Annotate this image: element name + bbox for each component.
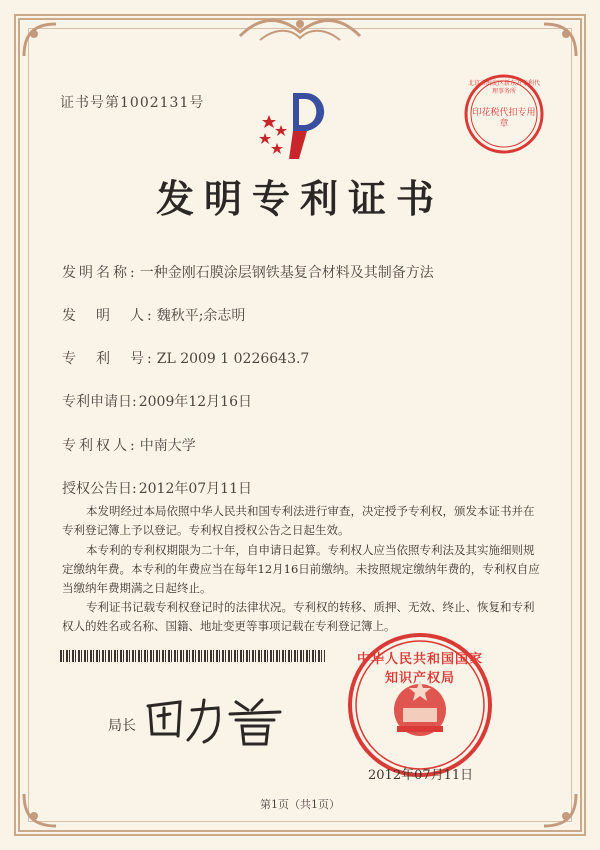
seal-date: 2012年07月11日: [368, 768, 474, 783]
field-label: 专利权人:: [62, 438, 138, 454]
office-seal-text: 中华人民共和国国家知识产权局: [356, 652, 483, 686]
signature-icon: [140, 688, 290, 748]
field-application-date: [62, 391, 252, 411]
field-label: 专利申请日:: [62, 394, 137, 410]
field-patentee: [62, 435, 196, 455]
corner-ornament-icon: [20, 20, 60, 60]
field-value: 魏秋平;余志明: [156, 308, 246, 324]
tax-seal-center-text: 印花税代扣专用章: [472, 108, 536, 129]
field-inventor: [62, 305, 245, 325]
corner-ornament-icon: [540, 20, 580, 60]
director-label: 局长: [108, 718, 136, 734]
field-value: 中南大学: [139, 438, 196, 454]
patent-office-logo-icon: [255, 85, 345, 165]
field-grant-date: [62, 478, 252, 498]
certificate-title: 发明专利证书: [155, 176, 444, 221]
field-value: 2012年07月11日: [138, 481, 252, 497]
top-ornament-icon: [230, 12, 370, 46]
field-patent-number: [62, 348, 309, 368]
field-value: 一种金刚石膜涂层钢铁基复合材料及其制备方法: [139, 265, 434, 281]
certificate-number: 证书号第1002131号: [60, 95, 205, 111]
body-paragraph: 本专利的专利权期限为二十年，自申请日起算。专利权人应当依照专利法及其实施细则规定缴纳年费。本专利的年费应当在每年12月16日前缴纳。未按照规定缴纳年费的，专利权自应当缴纳年费期满之日起终止。: [62, 543, 540, 595]
barcode-icon: [60, 650, 325, 662]
body-paragraph: 专利证书记载专利权登记时的法律状况。专利权的转移、质押、无效、终止、恢复和专利权人的姓名或名称、国籍、地址变更等事项记载在专利登记簿上。: [62, 600, 535, 633]
field-label: 授权公告日:: [62, 481, 137, 497]
field-label: 发明名称:: [62, 265, 138, 281]
page-footer: 第1页（共1页）: [260, 798, 340, 811]
tax-seal-ring-text: 北京市海淀区新东方专利代理事务所: [467, 80, 540, 95]
field-value: 2009年12月16日: [138, 394, 252, 410]
field-invention-name: [62, 262, 434, 282]
field-label: 发 明 人:: [62, 308, 155, 324]
body-paragraph: 本发明经过本局依照中华人民共和国专利法进行审查，决定授予专利权，颁发本证书并在专利登记簿上予以登记。专利权自授权公告之日起生效。: [62, 504, 535, 537]
field-value: ZL 2009 1 0226643.7: [156, 351, 310, 367]
director-signature: [140, 688, 290, 748]
field-label: 专 利 号:: [62, 351, 155, 367]
